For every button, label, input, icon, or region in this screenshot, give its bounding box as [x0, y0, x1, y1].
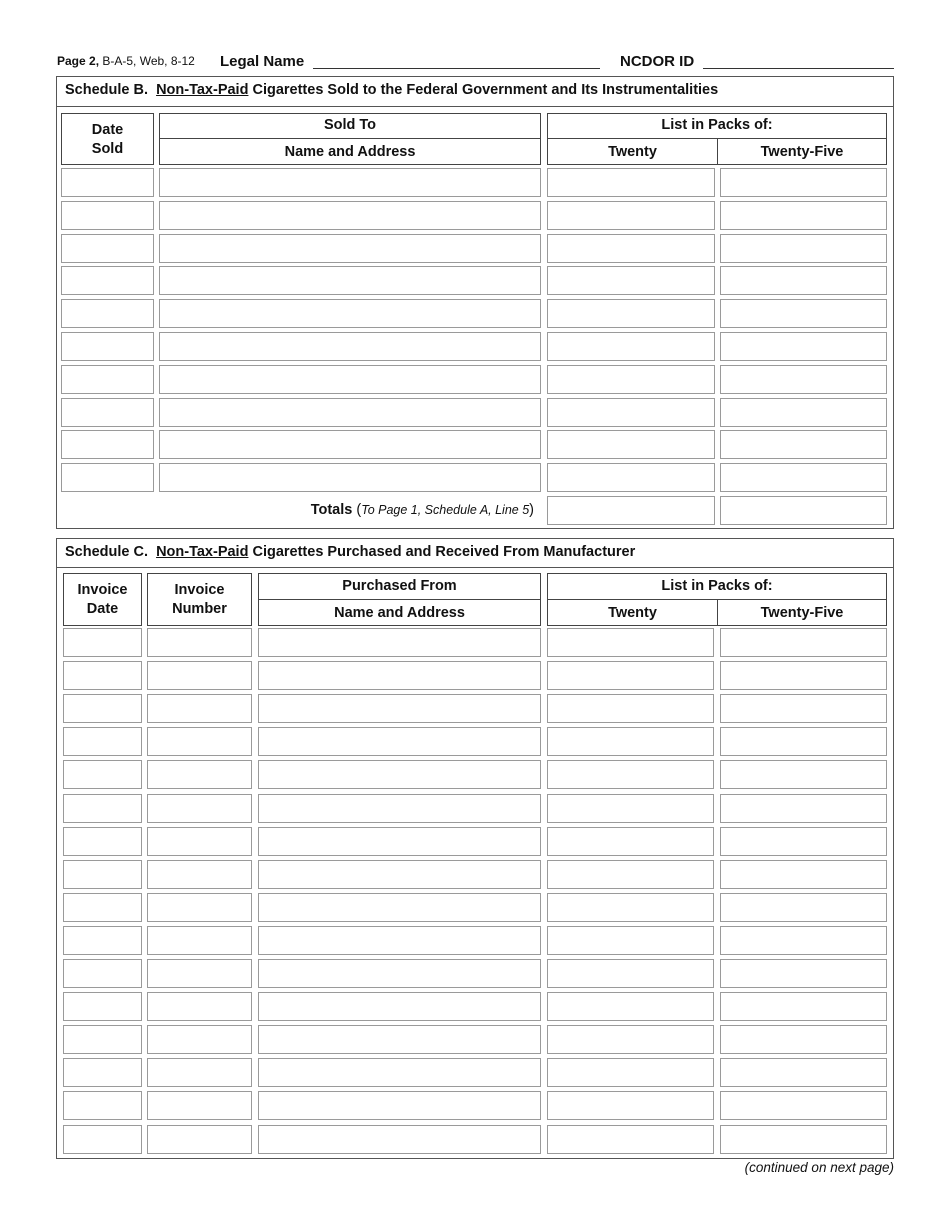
schedule-c-invoice-date-field[interactable] — [63, 1091, 142, 1120]
schedule-b-date-sold-field[interactable] — [61, 299, 154, 328]
schedule-c-invoice-date-field[interactable] — [63, 959, 142, 988]
schedule-b-twenty-field[interactable] — [547, 201, 715, 230]
schedule-c-invoice-number-field[interactable] — [147, 1091, 252, 1120]
schedule-c-twenty-field[interactable] — [547, 959, 714, 988]
schedule-c-invoice-date-field[interactable] — [63, 760, 142, 789]
schedule-c-name-address-field[interactable] — [258, 1058, 541, 1087]
schedule-c-invoice-number-field[interactable] — [147, 794, 252, 823]
schedule-c-twenty-field[interactable] — [547, 893, 714, 922]
schedule-b-twenty-five-field[interactable] — [720, 299, 887, 328]
schedule-c-invoice-date-field[interactable] — [63, 727, 142, 756]
schedule-b-total-twenty-five-field[interactable] — [720, 496, 887, 525]
schedule-c-twenty-five-field[interactable] — [720, 1025, 887, 1054]
schedule-c-name-address-field[interactable] — [258, 1091, 541, 1120]
schedule-c-twenty-field[interactable] — [547, 1025, 714, 1054]
schedule-b-name-address-field[interactable] — [159, 398, 541, 427]
schedule-c-name-address-field[interactable] — [258, 860, 541, 889]
form-code: B-A-5, Web, 8-12 — [102, 54, 195, 68]
schedule-c-name-address-field[interactable] — [258, 628, 541, 657]
schedule-b-twenty-five-field[interactable] — [720, 463, 887, 492]
schedule-b-name-address-field[interactable] — [159, 365, 541, 394]
schedule-c-invoice-number-field[interactable] — [147, 860, 252, 889]
schedule-b-date-sold-field[interactable] — [61, 365, 154, 394]
schedule-c-invoice-number-field[interactable] — [147, 727, 252, 756]
legal-name-field[interactable] — [313, 68, 600, 69]
schedule-b-date-sold-header: Date Sold — [61, 113, 154, 165]
schedule-c-twenty-five-field[interactable] — [720, 1091, 887, 1120]
schedule-b-total-twenty-field[interactable] — [547, 496, 715, 525]
schedule-c-name-address-field[interactable] — [258, 794, 541, 823]
schedule-c-twenty-five-field[interactable] — [720, 794, 887, 823]
schedule-c-name-address-field[interactable] — [258, 694, 541, 723]
schedule-b-twenty-five-field[interactable] — [720, 398, 887, 427]
schedule-b-date-sold-field[interactable] — [61, 332, 154, 361]
page-label: Page 2, — [57, 54, 100, 68]
schedule-c-twenty-field[interactable] — [547, 1091, 714, 1120]
schedule-c-twenty-field[interactable] — [547, 992, 714, 1021]
schedule-b-date-sold-field[interactable] — [61, 266, 154, 295]
schedule-b-twenty-five-field[interactable] — [720, 168, 887, 197]
schedule-c-invoice-date-field[interactable] — [63, 992, 142, 1021]
schedule-b-name-address-field[interactable] — [159, 299, 541, 328]
schedule-b-date-sold-field[interactable] — [61, 201, 154, 230]
schedule-c-name-address-field[interactable] — [258, 992, 541, 1021]
schedule-c-twenty-field[interactable] — [547, 1125, 714, 1154]
schedule-c-twenty-five-field[interactable] — [720, 827, 887, 856]
schedule-c-name-address-field[interactable] — [258, 1125, 541, 1154]
schedule-b-name-address-field[interactable] — [159, 463, 541, 492]
schedule-c-name-address-field[interactable] — [258, 760, 541, 789]
schedule-c-invoice-number-field[interactable] — [147, 926, 252, 955]
schedule-c-twenty-five-field[interactable] — [720, 926, 887, 955]
schedule-b-name-address-field[interactable] — [159, 168, 541, 197]
schedule-b-date-sold-field[interactable] — [61, 463, 154, 492]
schedule-c-twenty-field[interactable] — [547, 694, 714, 723]
schedule-c-twenty-field[interactable] — [547, 628, 714, 657]
schedule-c-invoice-date-field[interactable] — [63, 628, 142, 657]
schedule-b-name-address-field[interactable] — [159, 430, 541, 459]
schedule-b-name-address-field[interactable] — [159, 332, 541, 361]
schedule-b-sold-to-header: Sold To Name and Address — [159, 113, 541, 165]
schedule-c-name-address-field[interactable] — [258, 959, 541, 988]
page-info — [57, 54, 195, 68]
schedule-c-invoice-date-field[interactable] — [63, 926, 142, 955]
schedule-b-name-address-field[interactable] — [159, 234, 541, 263]
schedule-c-twenty-field[interactable] — [547, 661, 714, 690]
schedule-b-twenty-five-field[interactable] — [720, 201, 887, 230]
schedule-b-twenty-field[interactable] — [547, 398, 715, 427]
schedule-c-twenty-five-field[interactable] — [720, 992, 887, 1021]
schedule-c-twenty-five-field[interactable] — [720, 959, 887, 988]
schedule-c-title: Schedule C. Non-Tax-Paid Cigarettes Purchased and Received From Manufacturer — [65, 544, 636, 560]
schedule-b-date-sold-field[interactable] — [61, 168, 154, 197]
schedule-c-invoice-number-field[interactable] — [147, 760, 252, 789]
schedule-c-purchased-from-header: Purchased From Name and Address — [258, 573, 541, 626]
schedule-c-invoice-number-field[interactable] — [147, 1125, 252, 1154]
schedule-b-twenty-field[interactable] — [547, 463, 715, 492]
schedule-b-twenty-field[interactable] — [547, 332, 715, 361]
schedule-c-invoice-date-field[interactable] — [63, 661, 142, 690]
schedule-c-invoice-date-field[interactable] — [63, 860, 142, 889]
schedule-c-twenty-five-field[interactable] — [720, 760, 887, 789]
schedule-b-twenty-five-field[interactable] — [720, 234, 887, 263]
schedule-c-invoice-number-field[interactable] — [147, 992, 252, 1021]
schedule-b-twenty-field[interactable] — [547, 299, 715, 328]
schedule-b-totals-label: Totals (To Page 1, Schedule A, Line 5) — [310, 502, 534, 518]
schedule-c-title-rule — [56, 567, 894, 568]
schedule-c-name-address-field[interactable] — [258, 727, 541, 756]
schedule-c-twenty-field[interactable] — [547, 860, 714, 889]
schedule-c-twenty-five-field[interactable] — [720, 661, 887, 690]
schedule-c-invoice-date-field[interactable] — [63, 1025, 142, 1054]
schedule-b-twenty-five-field[interactable] — [720, 365, 887, 394]
schedule-c-twenty-five-field[interactable] — [720, 694, 887, 723]
schedule-c-invoice-number-header: Invoice Number — [147, 573, 252, 626]
schedule-b-twenty-field[interactable] — [547, 430, 715, 459]
schedule-c-invoice-date-header: Invoice Date — [63, 573, 142, 626]
schedule-c-invoice-number-field[interactable] — [147, 694, 252, 723]
schedule-c-invoice-number-field[interactable] — [147, 628, 252, 657]
schedule-c-twenty-five-field[interactable] — [720, 727, 887, 756]
schedule-c-invoice-number-field[interactable] — [147, 827, 252, 856]
schedule-c-name-address-field[interactable] — [258, 893, 541, 922]
schedule-c-twenty-five-field[interactable] — [720, 1058, 887, 1087]
schedule-b-title-rule — [56, 106, 894, 107]
schedule-c-invoice-date-field[interactable] — [63, 827, 142, 856]
schedule-b-twenty-field[interactable] — [547, 168, 715, 197]
schedule-b-name-address-field[interactable] — [159, 266, 541, 295]
schedule-c-invoice-date-field[interactable] — [63, 1125, 142, 1154]
ncdor-id-field[interactable] — [703, 68, 894, 69]
schedule-c-invoice-number-field[interactable] — [147, 959, 252, 988]
legal-name-label: Legal Name — [220, 53, 305, 70]
schedule-c-name-address-field[interactable] — [258, 926, 541, 955]
schedule-b-twenty-field[interactable] — [547, 266, 715, 295]
schedule-c-invoice-number-field[interactable] — [147, 1025, 252, 1054]
schedule-b-name-address-field[interactable] — [159, 201, 541, 230]
continued-note: (continued on next page) — [744, 1160, 894, 1175]
schedule-b-title: Schedule B. Non-Tax-Paid Cigarettes Sold to the Federal Government and Its Instrumentalities — [65, 82, 719, 98]
schedule-c-invoice-number-field[interactable] — [147, 893, 252, 922]
schedule-c-invoice-date-field[interactable] — [63, 1058, 142, 1087]
schedule-c-invoice-number-field[interactable] — [147, 661, 252, 690]
schedule-c-name-address-field[interactable] — [258, 827, 541, 856]
schedule-c-twenty-field[interactable] — [547, 727, 714, 756]
schedule-b-date-sold-field[interactable] — [61, 234, 154, 263]
schedule-b-date-sold-field[interactable] — [61, 430, 154, 459]
schedule-c-twenty-five-field[interactable] — [720, 893, 887, 922]
schedule-c-twenty-field[interactable] — [547, 794, 714, 823]
schedule-c-twenty-five-field[interactable] — [720, 860, 887, 889]
schedule-c-twenty-field[interactable] — [547, 827, 714, 856]
schedule-c-invoice-date-field[interactable] — [63, 794, 142, 823]
schedule-b-twenty-five-field[interactable] — [720, 266, 887, 295]
schedule-b-packs-header: List in Packs of: Twenty Twenty-Five — [547, 113, 887, 165]
schedule-b-twenty-five-field[interactable] — [720, 430, 887, 459]
schedule-b-date-sold-field[interactable] — [61, 398, 154, 427]
schedule-c-invoice-number-field[interactable] — [147, 1058, 252, 1087]
schedule-c-name-address-field[interactable] — [258, 1025, 541, 1054]
ncdor-id-label: NCDOR ID — [620, 53, 695, 70]
schedule-b-twenty-five-field[interactable] — [720, 332, 887, 361]
schedule-c-twenty-five-field[interactable] — [720, 628, 887, 657]
schedule-c-invoice-date-field[interactable] — [63, 893, 142, 922]
schedule-b-twenty-field[interactable] — [547, 234, 715, 263]
schedule-c-packs-header: List in Packs of: Twenty Twenty-Five — [547, 573, 887, 626]
schedule-c-twenty-field[interactable] — [547, 760, 714, 789]
schedule-b-twenty-field[interactable] — [547, 365, 715, 394]
schedule-c-name-address-field[interactable] — [258, 661, 541, 690]
schedule-c-twenty-field[interactable] — [547, 1058, 714, 1087]
schedule-c-twenty-five-field[interactable] — [720, 1125, 887, 1154]
schedule-c-invoice-date-field[interactable] — [63, 694, 142, 723]
schedule-c-twenty-field[interactable] — [547, 926, 714, 955]
